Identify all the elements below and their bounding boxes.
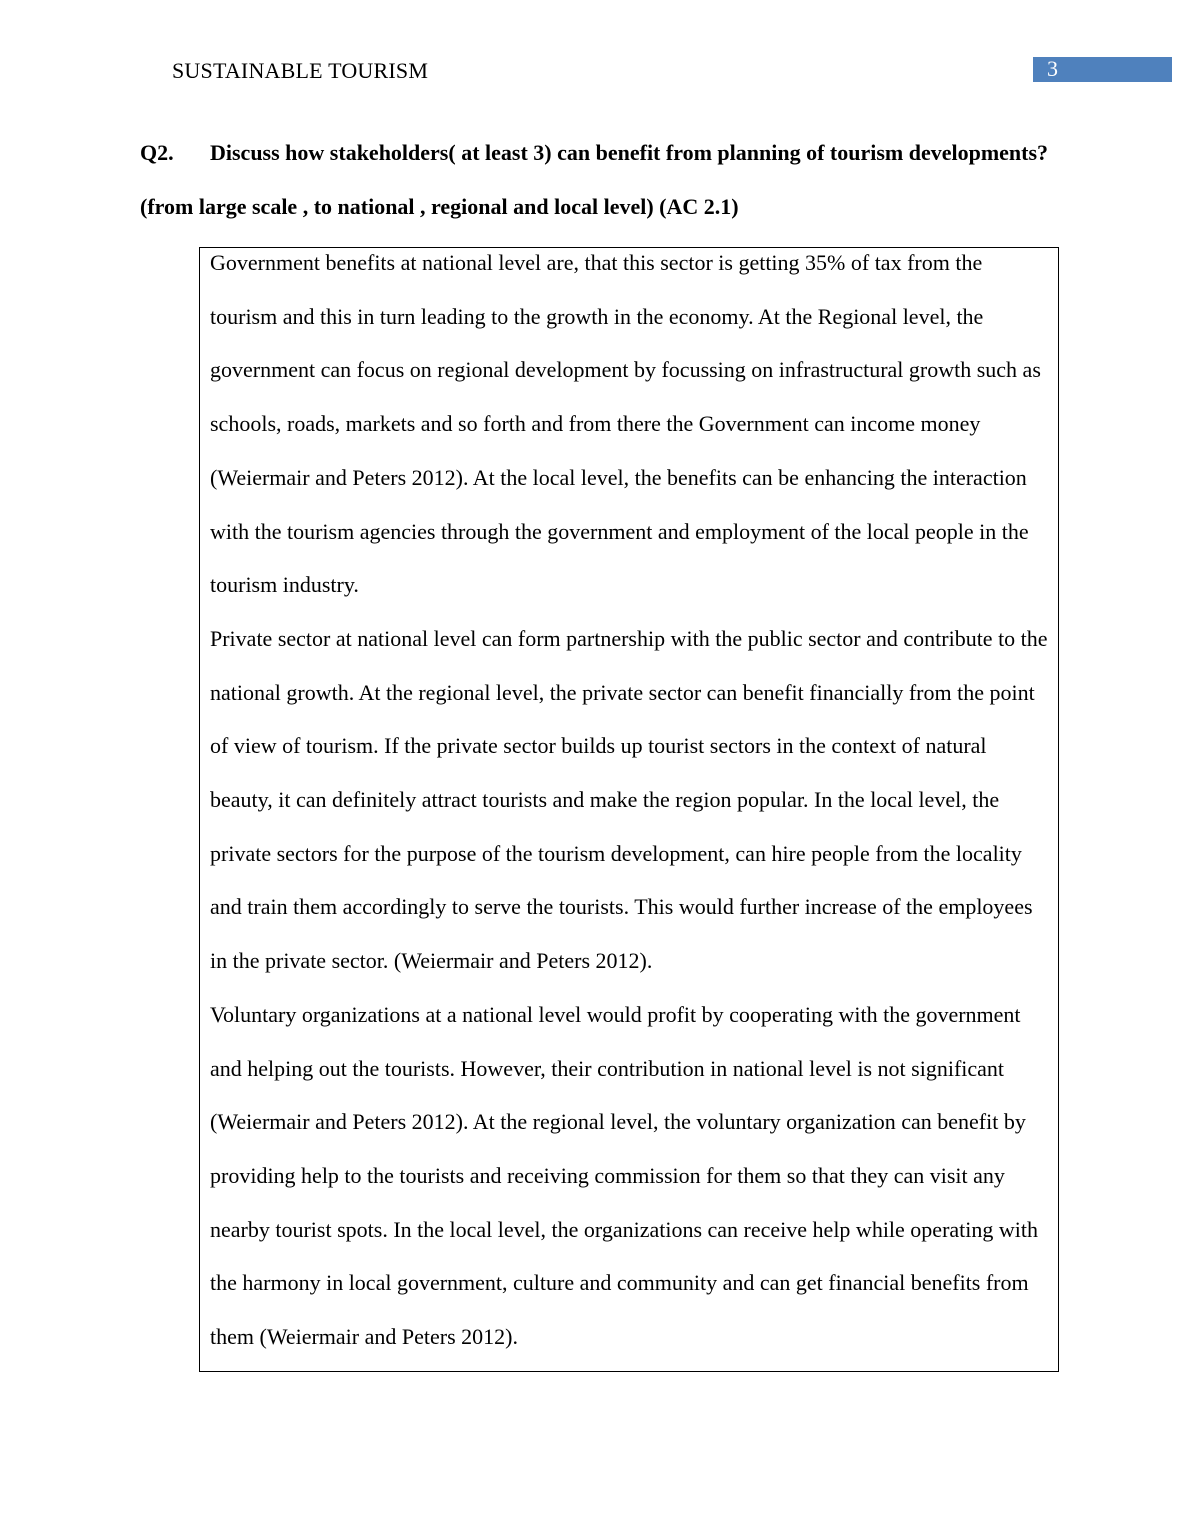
running-head: SUSTAINABLE TOURISM	[172, 58, 429, 83]
page-number: 3	[1047, 56, 1058, 81]
question-number: Q2.	[140, 140, 174, 165]
answer-paragraph-private-sector: Private sector at national level can form partnership with the public sector and contribute to the national growth. At the regional level, the private sector can benefit financially from the point of view of tourism. If the private sector builds up tourist sectors in the context of natural beauty, it can definitely attract tourists and make the region popular. In the local level, the private sectors for the purpose of the tourism development, can hire people from the locality and train them accordingly to serve the tourists. This would further increase of the employees in the private sector. (Weiermair and Peters 2012).	[210, 625, 1048, 974]
question-text: Discuss how stakeholders( at least 3) can benefit from planning of tourism developments? (from large scale , to national , regional and local level) (AC 2.1)	[140, 140, 1049, 219]
answer-paragraph-government: Government benefits at national level are, that this sector is getting 35% of tax from the tourism and this in turn leading to the growth in the economy. At the Regional level, the government can focus on regional development by focussing on infrastructural growth such as schools, roads, markets and so forth and from there the Government can income money (Weiermair and Peters 2012). At the local level, the benefits can be enhancing the interaction with the tourism agencies through the government and employment of the local people in the tourism industry.	[210, 250, 1041, 598]
question-heading	[140, 126, 1100, 234]
answer-box	[199, 247, 1059, 1372]
answer-text	[210, 236, 1050, 1364]
answer-paragraph-voluntary-organizations: Voluntary organizations at a national level would profit by cooperating with the government and helping out the tourists. However, their contribution in national level is not significant (Weiermair and Peters 2012). At the regional level, the voluntary organization can benefit by providing help to the tourists and receiving commission for them so that they can visit any nearby tourist spots. In the local level, the organizations can receive help while operating with the harmony in local government, culture and community and can get financial benefits from them (Weiermair and Peters 2012).	[210, 1001, 1038, 1350]
page-number-badge	[1033, 57, 1172, 82]
